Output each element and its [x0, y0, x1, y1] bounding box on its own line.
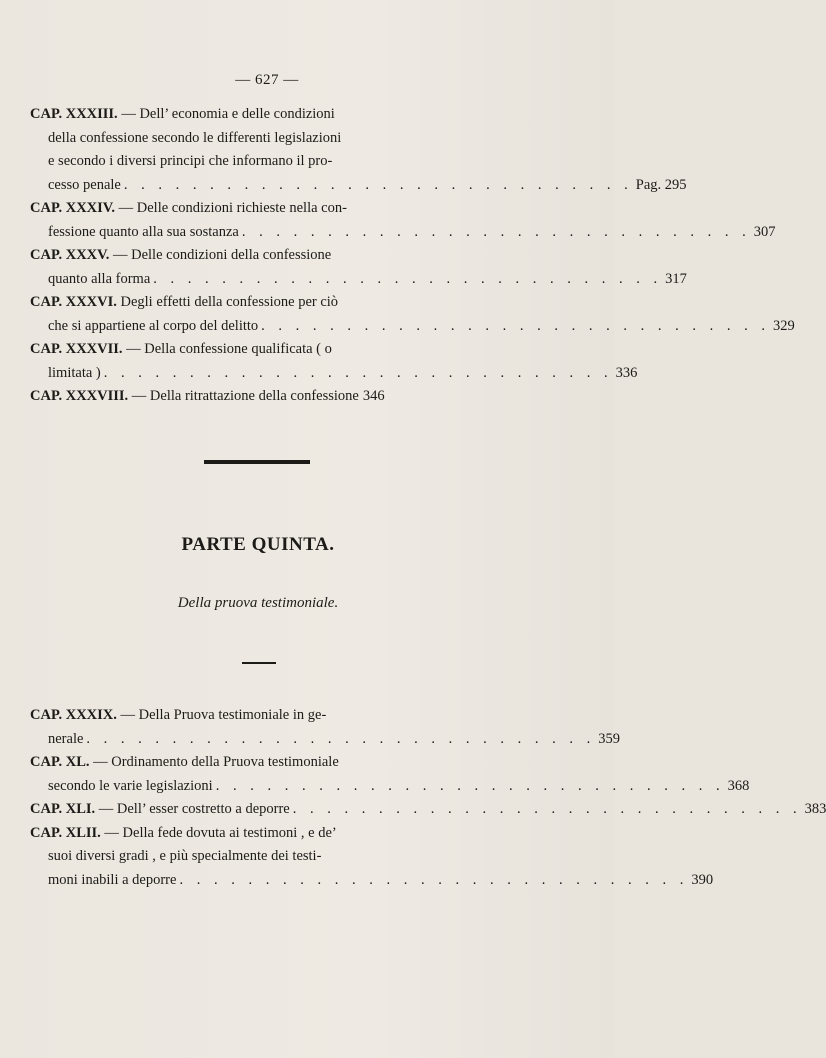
- section-divider-rule: [204, 460, 310, 464]
- chapter-title-text: — Delle condizioni della confessione: [109, 247, 332, 263]
- short-divider-rule: [242, 662, 276, 664]
- chapter-number: CAP. XXXIX.: [30, 707, 117, 723]
- chapter-number: CAP. XLI.: [30, 801, 96, 817]
- table-of-contents-top: [0, 103, 795, 409]
- page-reference: 307: [753, 223, 776, 240]
- chapter-number: CAP. XXXVII.: [30, 341, 123, 357]
- page-reference: 346: [362, 388, 385, 404]
- page-reference: 336: [615, 364, 638, 381]
- chapter-title-text: della confessione secondo le differenti legislazioni: [48, 129, 342, 146]
- page-reference: 383: [804, 801, 826, 817]
- page-reference: 329: [773, 317, 795, 334]
- toc-line: [30, 315, 795, 339]
- chapter-title-text: quanto alla forma: [48, 270, 151, 287]
- chapter-title-text: — Ordinamento della Pruova testimoniale: [89, 754, 339, 770]
- toc-line: [30, 103, 458, 127]
- chapter-title-text: — Dell’ esser costretto a deporre: [95, 801, 290, 817]
- dot-leader: . . . . . . . . . . . . . . . . . . . . . . . . . . . . . .: [179, 871, 689, 888]
- chapter-title-text: — Della fede dovuta ai testimoni , e de’: [100, 824, 337, 841]
- chapter-number: CAP. XXXIII.: [30, 106, 118, 122]
- toc-line: [30, 197, 458, 221]
- page-reference: 368: [727, 777, 750, 794]
- chapter-title-text: Degli effetti della confessione per ciò: [116, 294, 339, 310]
- dot-leader: . . . . . . . . . . . . . . . . . . . . . . . . . . . . . .: [103, 364, 613, 381]
- page-reference: 359: [598, 730, 621, 747]
- toc-line: [30, 291, 458, 315]
- chapter-title-text: secondo le varie legislazioni: [48, 777, 213, 794]
- toc-line: [30, 338, 458, 362]
- chapter-title-text: nerale: [48, 730, 84, 747]
- chapter-number: CAP. XXXV.: [30, 247, 110, 263]
- chapter-title-text: limitata ): [48, 364, 101, 381]
- chapter-title-text: — Della confessione qualificata ( o: [122, 341, 332, 357]
- toc-entry: [30, 751, 750, 798]
- toc-line: [30, 728, 621, 752]
- toc-line: [30, 751, 456, 775]
- toc-line: [30, 150, 458, 174]
- chapter-number: CAP. XXXVI.: [30, 294, 117, 310]
- chapter-title-text: — Della ritrattazione della confessione: [128, 388, 359, 404]
- toc-line: [30, 268, 687, 292]
- chapter-title-text: fessione quanto alla sua sostanza: [48, 223, 239, 240]
- toc-line: [30, 385, 458, 409]
- page-number: — 627 —: [235, 72, 299, 88]
- toc-line: [30, 845, 456, 869]
- toc-entry: [30, 822, 714, 893]
- chapter-number: CAP. XXXVIII.: [30, 388, 129, 404]
- toc-line: [30, 174, 687, 198]
- toc-line: [30, 704, 456, 728]
- chapter-title-text: — Dell’ economia e delle condizioni: [117, 106, 335, 122]
- chapter-title-text: suoi diversi gradi , e più specialmente dei testi-: [48, 848, 322, 864]
- toc-entry: [30, 291, 795, 338]
- page-reference: Pag. 295: [635, 176, 687, 193]
- dot-leader: . . . . . . . . . . . . . . . . . . . . . . . . . . . . . .: [215, 777, 725, 794]
- toc-line: [30, 798, 826, 822]
- page-reference: 317: [665, 270, 687, 287]
- toc-entry: [30, 197, 776, 244]
- toc-line: [30, 244, 458, 268]
- chapter-title-text: — Della Pruova testimoniale in ge-: [116, 707, 327, 723]
- chapter-title-text: — Delle condizioni richieste nella con-: [115, 200, 347, 216]
- dot-leader: . . . . . . . . . . . . . . . . . . . . . . . . . . . . . .: [241, 223, 751, 240]
- chapter-title-text: e secondo i diversi principi che informano il pro-: [48, 153, 333, 169]
- dot-leader: . . . . . . . . . . . . . . . . . . . . . . . . . . . . . .: [153, 270, 663, 287]
- toc-line: [30, 869, 714, 893]
- chapter-number: CAP. XL.: [30, 754, 90, 770]
- table-of-contents-bottom: [0, 704, 826, 892]
- chapter-title-text: cesso penale: [48, 176, 121, 193]
- toc-entry: [30, 798, 826, 822]
- dot-leader: . . . . . . . . . . . . . . . . . . . . . . . . . . . . . .: [86, 730, 596, 747]
- page-reference: 390: [691, 871, 714, 888]
- toc-line: [30, 362, 638, 386]
- toc-entry: [30, 704, 621, 751]
- dot-leader: . . . . . . . . . . . . . . . . . . . . . . . . . . . . . .: [292, 801, 802, 817]
- toc-line: [30, 822, 456, 846]
- chapter-number: CAP. XLII.: [30, 824, 101, 841]
- toc-entry: [30, 103, 687, 197]
- toc-line: [30, 221, 776, 245]
- chapter-title-text: che si appartiene al corpo del delitto: [48, 317, 259, 334]
- chapter-title-text: moni inabili a deporre: [48, 871, 177, 888]
- dot-leader: . . . . . . . . . . . . . . . . . . . . . . . . . . . . . .: [123, 176, 633, 193]
- toc-entry: [30, 385, 458, 409]
- toc-line: [30, 127, 458, 151]
- chapter-number: CAP. XXXIV.: [30, 200, 116, 216]
- section-title: PARTE QUINTA.: [181, 534, 335, 555]
- dot-leader: . . . . . . . . . . . . . . . . . . . . . . . . . . . . . .: [261, 317, 771, 334]
- section-subtitle: Della pruova testimoniale.: [177, 595, 339, 611]
- toc-entry: [30, 338, 638, 385]
- toc-line: [30, 775, 750, 799]
- toc-entry: [30, 244, 687, 291]
